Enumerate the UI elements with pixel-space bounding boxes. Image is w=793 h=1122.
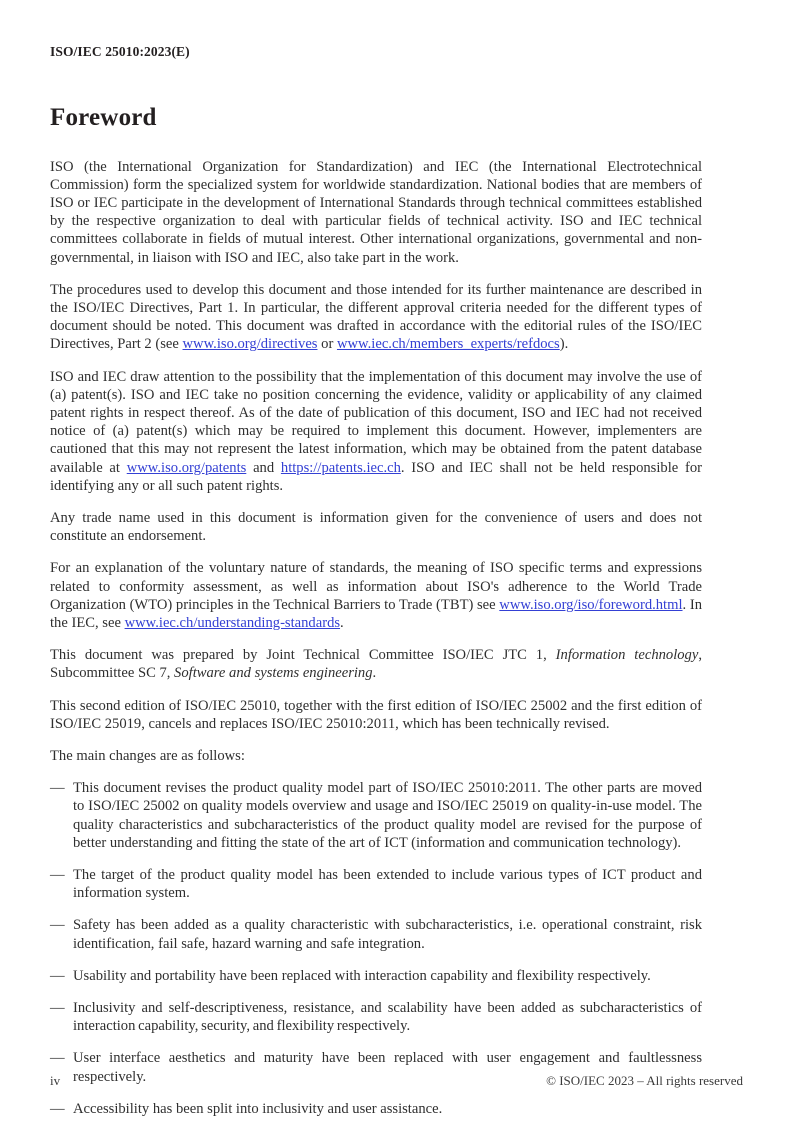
list-item <box>50 866 702 902</box>
document-header-reference: ISO/IEC 25010:2023(E) <box>50 44 190 59</box>
dash-marker-icon: — <box>50 1100 65 1117</box>
link-patents-iec[interactable]: https://patents.iec.ch <box>280 459 401 476</box>
paragraph-patent-rights <box>50 368 702 495</box>
list-item <box>50 967 702 985</box>
page-number: iv <box>50 1073 61 1088</box>
paragraph-committee-text-b: , Subcommittee SC 7, <box>50 647 702 682</box>
paragraph-voluntary-nature <box>50 559 702 632</box>
dash-marker-icon: — <box>50 780 65 797</box>
main-changes-list <box>50 779 702 1118</box>
dash-marker-icon: — <box>50 967 65 984</box>
paragraph-second-edition: This second edition of ISO/IEC 25010, together with the first edition of ISO/IEC 25002 and the first edition of ISO/IEC 25019, cancels and replaces ISO/IEC 25010:2011, which has been technically revised. <box>50 697 702 732</box>
paragraph-procedures-text-b: or <box>317 336 337 353</box>
link-iso-directives[interactable]: www.iso.org/directives <box>182 336 318 353</box>
document-content <box>50 104 702 1118</box>
list-item-text: Inclusivity and self-descriptiveness, resistance, and scalability have been added as subcharacteristics of interaction capability, security, and flexibility respectively. <box>73 1000 702 1035</box>
copyright-notice: © ISO/IEC 2023 – All rights reserved <box>546 1073 743 1088</box>
list-item <box>50 916 702 952</box>
list-item-text: This document revises the product quality model part of ISO/IEC 25010:2011. The other parts are moved to ISO/IEC 25002 on quality models overview and usage and ISO/IEC 25019 on quality-in-use model. The quality characteristics and subcharacteristics of the product quality model are revised for the purpose of better understanding and fitting the state of the art of ICT (information and communication technology). <box>73 780 702 851</box>
paragraph-main-changes-lead-in: The main changes are as follows: <box>50 747 245 764</box>
link-iec-understanding-standards[interactable]: www.iec.ch/understanding-standards <box>124 614 341 631</box>
paragraph-committee-text-c: . <box>372 665 377 682</box>
link-iso-patents[interactable]: www.iso.org/patents <box>126 459 247 476</box>
paragraph-trade-name: Any trade name used in this document is information given for the convenience of users and does not constitute an endorsement. <box>50 509 702 545</box>
paragraph-committee-preparation <box>50 646 702 682</box>
list-item-text: Safety has been added as a quality characteristic with subcharacteristics, i.e. operational constraint, risk identification, fail safe, hazard warning and safe integration. <box>73 917 702 952</box>
dash-marker-icon: — <box>50 917 65 934</box>
dash-marker-icon: — <box>50 1000 65 1017</box>
paragraph-voluntary-text-b: . In the IEC, see <box>50 596 702 631</box>
paragraph-voluntary-text-a: For an explanation of the voluntary nature of standards, the meaning of ISO specific terms and expressions related to conformity assessment, as well as information about ISO's adherence to the World Trade Organization (WTO) principles in the Technical Barriers to Trade (TBT) see <box>50 560 702 613</box>
list-item <box>50 779 702 852</box>
paragraph-voluntary-text-c: . <box>340 614 344 631</box>
list-item-text: User interface aesthetics and maturity have been replaced with user engagement and faultlessness respectively. <box>73 1050 702 1085</box>
link-iso-foreword[interactable]: www.iso.org/iso/foreword.html <box>499 596 683 613</box>
page-footer <box>50 1073 743 1091</box>
dash-marker-icon: — <box>50 867 65 883</box>
paragraph-patent-text-b: and <box>246 459 281 476</box>
paragraph-procedures-directives <box>50 281 702 354</box>
committee-title-information-technology: Information technology <box>555 647 699 664</box>
subcommittee-title-software-systems-engineering: Software and systems engineering <box>174 665 373 682</box>
paragraph-patent-text-a: ISO and IEC draw attention to the possibility that the implementation of this document may involve the use of (a) patent(s). ISO and IEC take no position concerning the evidence, validity or applicability of any claimed patent rights in respect thereof. As of the date of publication of this document, ISO and IEC had not received notice of (a) patent(s) which may be required to implement this document. However, implementers are cautioned that this may not represent the latest information, which may be obtained from the patent database available at <box>50 368 702 476</box>
link-iec-members-experts-refdocs[interactable]: www.iec.ch/members_experts/refdocs <box>336 336 560 353</box>
paragraph-patent-text-c: . ISO and IEC shall not be held responsible for identifying any or all such patent rights. <box>50 459 703 494</box>
paragraph-procedures-text-a: The procedures used to develop this document and those intended for its further maintenance are described in the ISO/IEC Directives, Part 1. In particular, the different approval criteria needed for the different types of document should be noted. This document was drafted in accordance with the editorial rules of the ISO/IEC Directives, Part 2 (see <box>50 281 702 353</box>
list-item <box>50 1100 702 1118</box>
paragraph-committee-text-a: This document was prepared by Joint Technical Committee ISO/IEC JTC 1, <box>50 647 556 664</box>
paragraph-procedures-text-c: ). <box>559 336 569 353</box>
list-item <box>50 999 702 1035</box>
dash-marker-icon: — <box>50 1050 65 1067</box>
list-item-text: The target of the product quality model has been extended to include various types of ICT product and information system. <box>73 867 702 902</box>
list-item-text: Accessibility has been split into inclusivity and user assistance. <box>73 1100 443 1117</box>
paragraph-iso-iec-introduction: ISO (the International Organization for Standardization) and IEC (the International Electrotechnical Commission) form the specialized system for worldwide standardization. National bodies that are members of ISO or IEC participate in the development of International Standards through technical committees established by the respective organization to deal with particular fields of technical activity. ISO and IEC technical committees collaborate in fields of mutual interest. Other international organizations, governmental and non-governmental, in liaison with ISO and IEC, also take part in the work. <box>50 158 702 266</box>
list-item-text: Usability and portability have been replaced with interaction capability and flexibility respectively. <box>73 967 651 984</box>
page-title: Foreword <box>50 104 157 131</box>
